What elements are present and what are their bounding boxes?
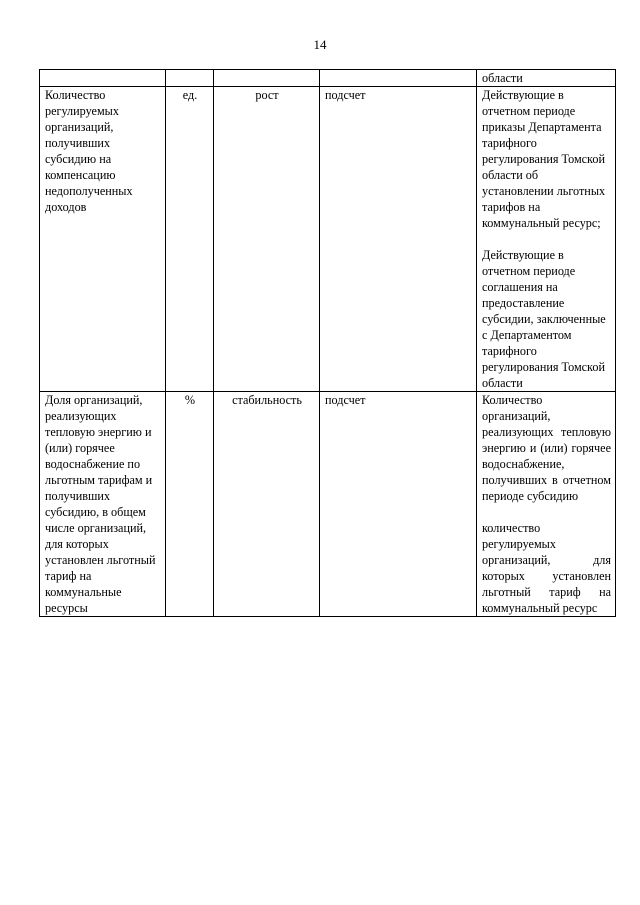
table-cell-source <box>477 87 616 392</box>
table-cell-method: подсчет <box>320 87 477 392</box>
table-row <box>40 87 616 392</box>
table-cell-indicator: Доля организаций, реализующих тепловую энергию и (или) горячее водоснабжение по льготным тарифам и получивших субсидию, в общем числе организаций, для которых установлен льготный тариф на коммунальные ресурсы <box>40 392 166 617</box>
source-paragraph: Количество организаций, реализующих тепловую энергию и (или) горячее водоснабжение, получивших в отчетном периоде субсидию <box>482 393 611 503</box>
table-row-continuation <box>40 70 616 87</box>
table-cell-source-continuation: области <box>477 70 616 87</box>
source-paragraph: количество регулируемых организаций, для которых установлен льготный тариф на коммунальный ресурс <box>482 521 611 615</box>
table-cell-method: подсчет <box>320 392 477 617</box>
table-cell-empty <box>40 70 166 87</box>
table-cell-unit: ед. <box>166 87 214 392</box>
source-paragraph: Действующие в отчетном периоде приказы Департамента тарифного регулирования Томской области об установлении льготных тарифов на коммунальный ресурс; <box>482 88 606 230</box>
table-cell-trend: стабильность <box>214 392 320 617</box>
indicators-table <box>39 69 616 617</box>
table-cell-empty <box>214 70 320 87</box>
table-cell-unit: % <box>166 392 214 617</box>
table-cell-empty <box>166 70 214 87</box>
paragraph-gap <box>482 504 611 520</box>
table-cell-source <box>477 392 616 617</box>
paragraph-gap <box>482 231 611 247</box>
table-row <box>40 392 616 617</box>
table-cell-indicator: Количество регулируемых организаций, получивших субсидию на компенсацию недополученных доходов <box>40 87 166 392</box>
table-cell-trend: рост <box>214 87 320 392</box>
source-paragraph: Действующие в отчетном периоде соглашения на предоставление субсидии, заключенные с Департаментом тарифного регулирования Томской области <box>482 248 606 390</box>
page-number: 14 <box>313 37 327 52</box>
table-cell-empty <box>320 70 477 87</box>
